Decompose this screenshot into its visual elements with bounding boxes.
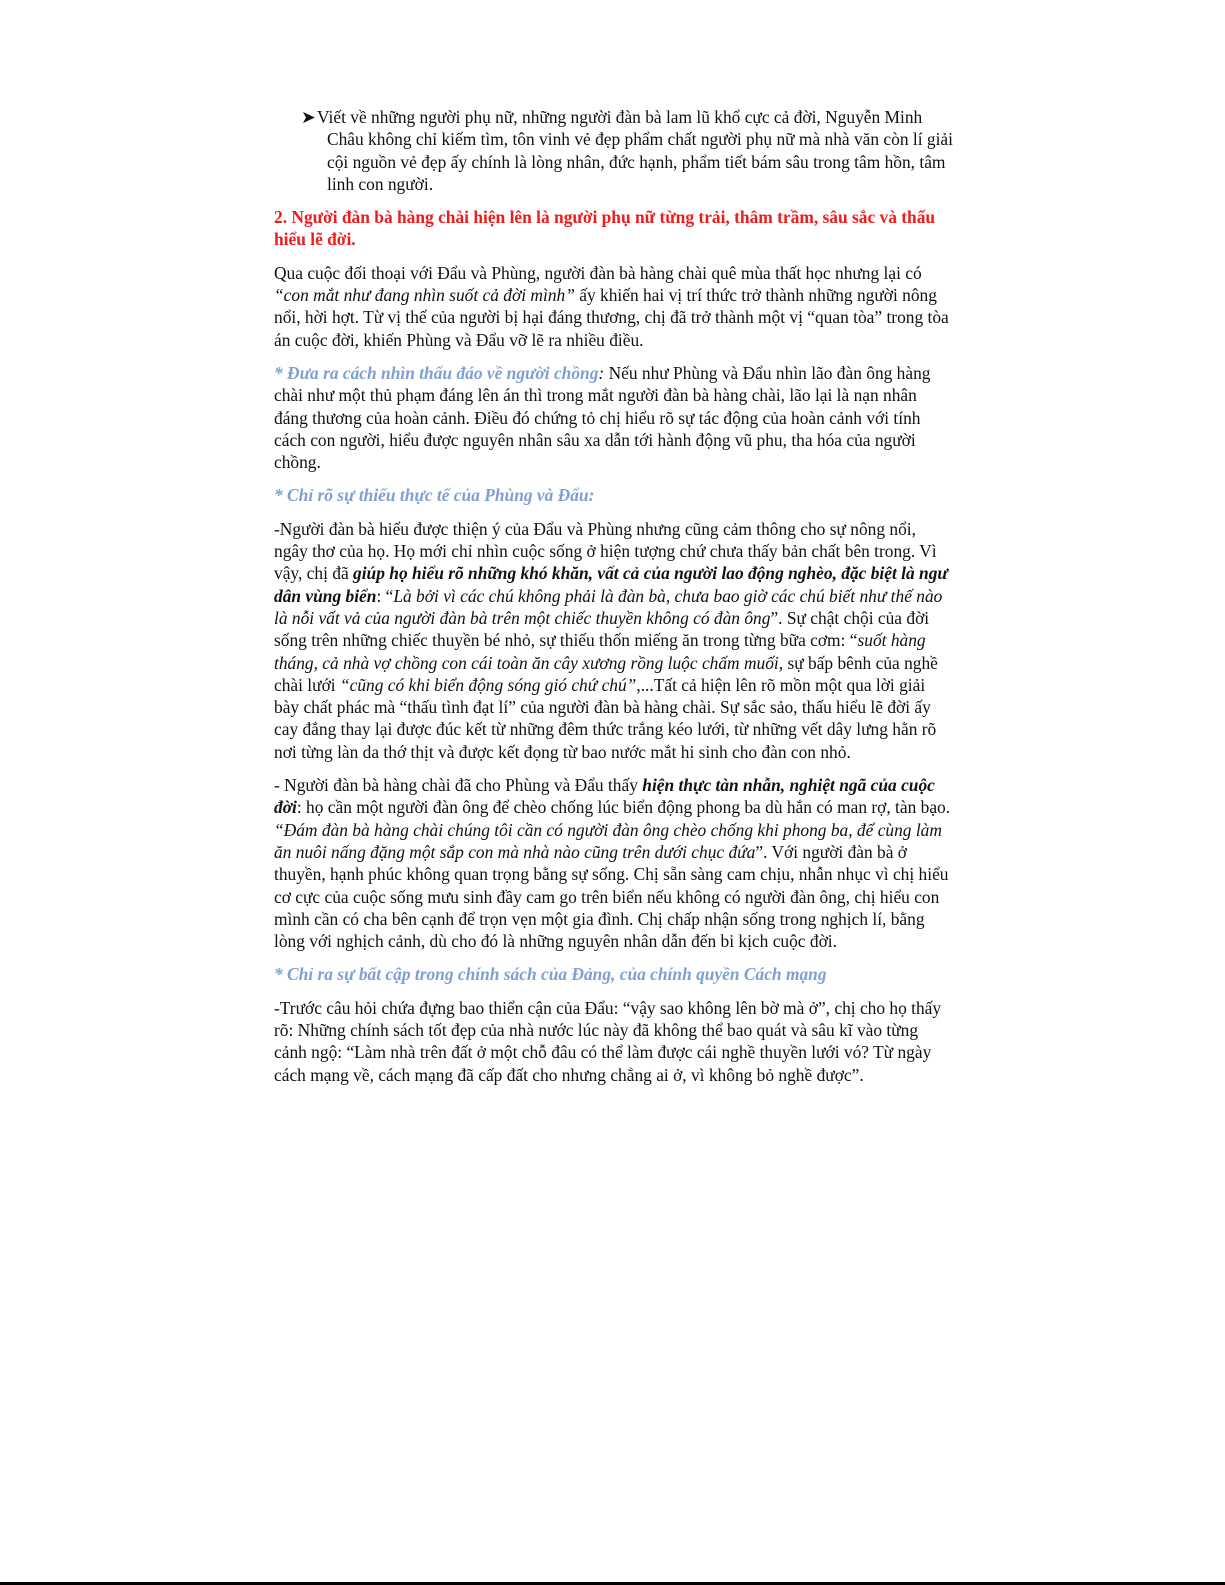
paragraph-dialogue (274, 262, 954, 351)
paragraph-hardships (274, 518, 954, 763)
italic-quote: suốt hàng tháng, cả nhà vợ chồng con cái toàn ăn cây xương rồng luộc chấm muối (274, 630, 926, 673)
text-run: ấy khiến hai vị trí thức trở thành những người nông nổi, hời hợt. Từ vị thế của người bị hại đáng thương, chị đã trở thành một vị “quan tòa” trong tòa án cuộc đời, khiến Phùng và Đẩu vỡ lẽ ra nhiều điều. (274, 285, 949, 350)
bold-italic-emphasis: hiện thực tàn nhẫn, nghiệt ngã của cuộc đời (274, 775, 935, 818)
bullet-text: Viết về những người phụ nữ, những người đàn bà lam lũ khổ cực cả đời, Nguyễn Minh Châu không chỉ kiếm tìm, tôn vinh vẻ đẹp phẩm chất người phụ nữ mà nhà văn còn lí giải cội nguồn vẻ đẹp ấy chính là lòng nhân, đức hạnh, phẩm tiết bám sâu trong tâm hồn, tâm linh con người. (317, 107, 953, 194)
text-run: : “ (376, 585, 394, 606)
arrow-bullet-icon: ➤ (301, 107, 316, 127)
text-run: ,...Tất cả hiện lên rõ mồn một qua lời giải bày chất phác mà “thấu tình đạt lí” của người đàn bà hàng chài. Sự sắc sảo, thấu hiểu lẽ đời ấy cay đắng thay lại được đúc kết từ những đêm thức trắng kéo lưới, từ những vết dây lưng hằn rõ nơi từng làn da thớ thịt và được kết đọng từ bao nước mắt hi sinh cho đàn con nhỏ. (274, 674, 937, 762)
subheading-policy: * Chỉ ra sự bất cập trong chính sách của Đảng, của chính quyền Cách mạng (274, 964, 827, 985)
text-run: -Người đàn bà hiểu được thiện ý của Đẩu và Phùng nhưng cũng cảm thông cho sự nông nổi, ngây thơ của họ. Họ mới chỉ nhìn cuộc sống ở hiện tượng chứ chưa thấy bản chất bên trong. Vì vậy, chị đã (274, 518, 937, 584)
italic-quote: Là bởi vì các chú không phải là đàn bà, chưa bao giờ các chú biết như thế nào là nỗi vất vả của người đàn bà trên một chiếc thuyền không có đàn ông (274, 585, 943, 628)
text-run: ”. Sự chật chội của đời sống trên những chiếc thuyền bé nhỏ, sự thiếu thốn miếng ăn trong từng bữa cơm: “ (274, 607, 930, 651)
text-run: Nếu như Phùng và Đẩu nhìn lão đàn ông hàng chài như một thủ phạm đáng lên án thì trong mắt người đàn bà hàng chài, lão lại là nạn nhân đáng thương của hoàn cảnh. Điều đó chứng tỏ chị hiểu rõ sự tác động của hoàn cảnh với tính cách con người, hiểu được nguyên nhân sâu xa dẫn tới hành động vũ phu, tha hóa của người chồng. (274, 362, 931, 473)
italic-quote: “cũng có khi biển động sóng gió chứ chú” (339, 674, 637, 695)
text-run: - Người đàn bà hàng chài đã cho Phùng và Đẩu thấy (274, 775, 643, 796)
paragraph-policy: -Trước câu hỏi chứa đựng bao thiển cận của Đẩu: “vậy sao không lên bờ mà ở”, chị cho họ thấy rõ: Những chính sách tốt đẹp của nhà nước lúc này đã không thể bao quát và sâu kĩ vào từng cảnh ngộ: “Làm nhà trên đất ở một chỗ đâu có thể làm được cái nghề thuyền lưới vó? Từ ngày cách mạng về, cách mạng đã cấp đất cho nhưng chẳng ai ở, vì không bỏ nghề được”. (274, 997, 942, 1085)
text-run: ”. Với người đàn bà ở thuyền, hạnh phúc không quan trọng bằng sự sống. Chị sẵn sàng cam chịu, nhẫn nhục vì chị hiểu cơ cực của cuộc sống mưu sinh đầy cam go trên biển nếu không có người đàn ông, chị hiểu con mình cần có cha bên cạnh để trọn vẹn một gia đình. Chị chấp nhận sống trong nghịch lí, bằng lòng với nghịch cảnh, dù cho đó là những nguyên nhân dẫn đến bi kịch cuộc đời. (274, 841, 949, 952)
text-run: : họ cần một người đàn ông để chèo chống lúc biển động phong ba dù hắn có man rợ, tàn bạo. (296, 797, 951, 818)
document-page (274, 106, 954, 1097)
bullet-paragraph (301, 106, 954, 195)
text-run: Qua cuộc đối thoại với Đẩu và Phùng, người đàn bà hàng chài quê mùa thất học nhưng lại có (274, 262, 922, 283)
bold-italic-emphasis: giúp họ hiểu rõ những khó khăn, vất cả của người lao động nghèo, đặc biệt là ngư dân vùng biển (274, 563, 948, 606)
text-run: , sự bấp bênh của nghề chài lưới (274, 652, 938, 695)
subheading-husband: * Đưa ra cách nhìn thấu đáo về người chồng (274, 362, 599, 383)
italic-quote: “con mắt như đang nhìn suốt cả đời mình” (274, 285, 575, 306)
section-heading-2: 2. Người đàn bà hàng chài hiện lên là người phụ nữ từng trải, thâm trầm, sâu sắc và thấu hiểu lẽ đời. (274, 207, 936, 250)
colon: : (598, 362, 605, 383)
italic-quote: “Đám đàn bà hàng chài chúng tôi cần có người đàn ông chèo chống khi phong ba, để cùng làm ăn nuôi nấng đặng một sắp con mà nhà nào cũng trên dưới chục đứa (274, 819, 942, 862)
paragraph-husband (274, 362, 954, 473)
subheading-unrealistic: * Chỉ rõ sự thiếu thực tế của Phùng và Đẩu: (274, 485, 595, 506)
paragraph-reality (274, 774, 954, 952)
